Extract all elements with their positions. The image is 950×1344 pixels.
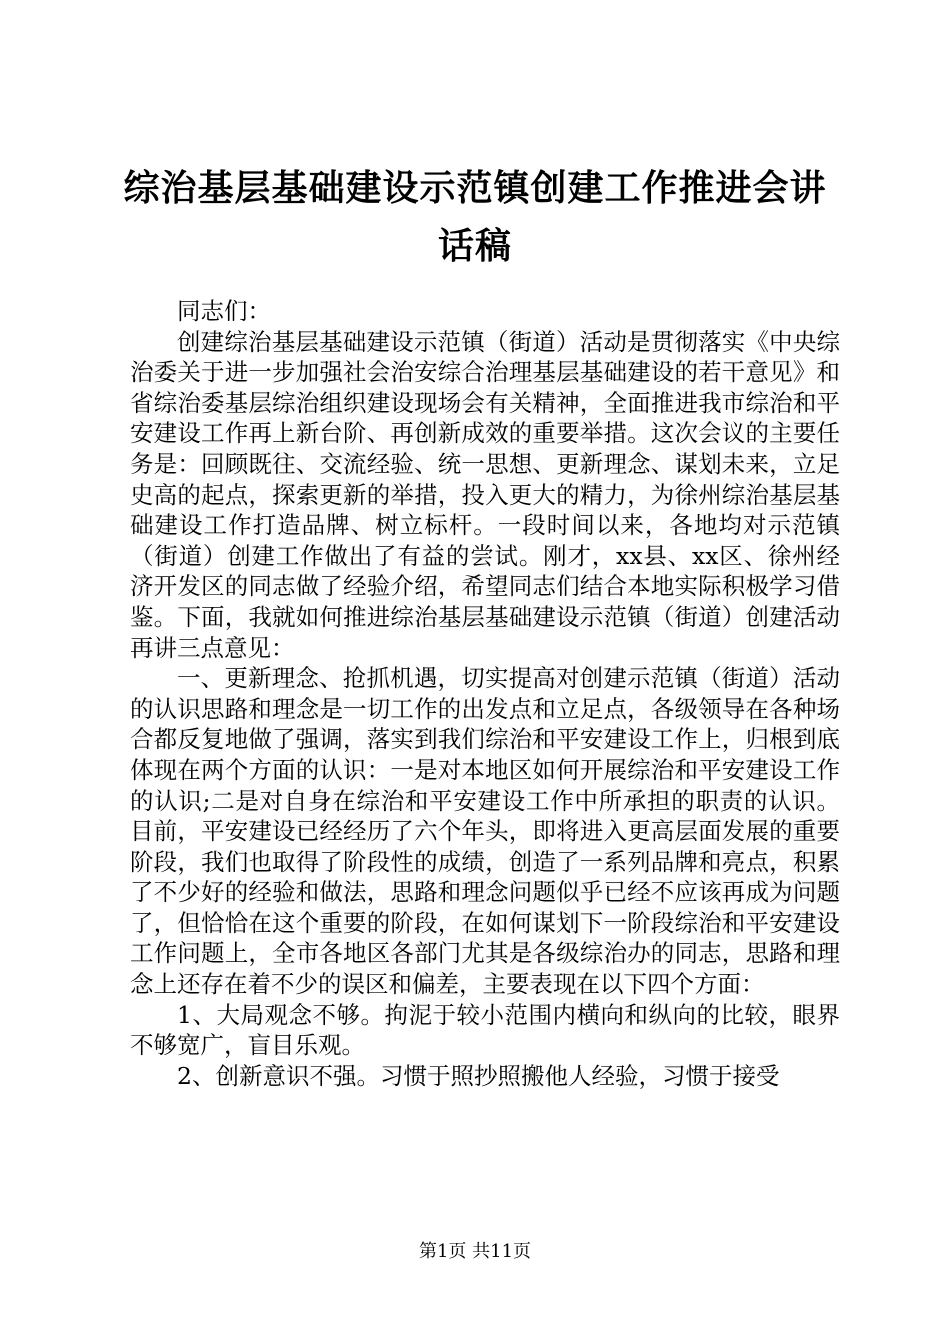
body-paragraph: 2、创新意识不强。习惯于照抄照搬他人经验，习惯于接受 <box>177 1061 780 1090</box>
document-title: 综治基层基础建设示范镇创建工作推进会讲话稿 <box>123 168 827 267</box>
document-body <box>130 296 840 1091</box>
body-paragraph: 创建综治基层基础建设示范镇（街道）活动是贯彻落实《中央综治委关于进一步加强社会治安综合治理基层基础建设的若干意见》和省综治委基层综治组织建设现场会有关精神，全面推进我市综治和平安建设工作再上新台阶、再创新成效的重要举措。这次会议的主要任务是：回顾既往、交流经验、统一思想、更新理念、谋划未来，立足史高的起点，探索更新的举措，投入更大的精力，为徐州综治基层基础建设工作打造品牌、树立标杆。一段时间以来，各地均对示范镇（街道）创建工作做出了有益的尝试。刚才，xx县、xx区、徐州经济开发区的同志做了经验介绍，希望同志们结合本地实际积极学习借鉴。下面，我就如何推进综治基层基础建设示范镇（街道）创建活动再讲三点意见： <box>130 327 840 662</box>
salutation: 同志们： <box>177 297 271 325</box>
body-paragraph: 一、更新理念、抢抓机遇，切实提高对创建示范镇（街道）活动的认识思路和理念是一切工作的出发点和立足点，各级领导在各种场合都反复地做了强调，落实到我们综治和平安建设工作上，归根到底体现在两个方面的认识：一是对本地区如何开展综治和平安建设工作的认识;二是对自身在综治和平安建设工作中所承担的职责的认识。目前，平安建设已经经历了六个年头，即将进入更高层面发展的重要阶段，我们也取得了阶段性的成绩，创造了一系列品牌和亮点，积累了不少好的经验和做法，思路和理念问题似乎已经不应该再成为问题了，但恰恰在这个重要的阶段，在如何谋划下一阶段综治和平安建设工作问题上，全市各地区各部门尤其是各级综治办的同志，思路和理念上还存在着不少的误区和偏差，主要表现在以下四个方面： <box>130 664 840 999</box>
body-paragraph: 1、大局观念不够。拘泥于较小范围内横向和纵向的比较，眼界不够宽广，盲目乐观。 <box>130 1000 840 1060</box>
page-number-footer: 第1页 共11页 <box>418 1241 532 1262</box>
